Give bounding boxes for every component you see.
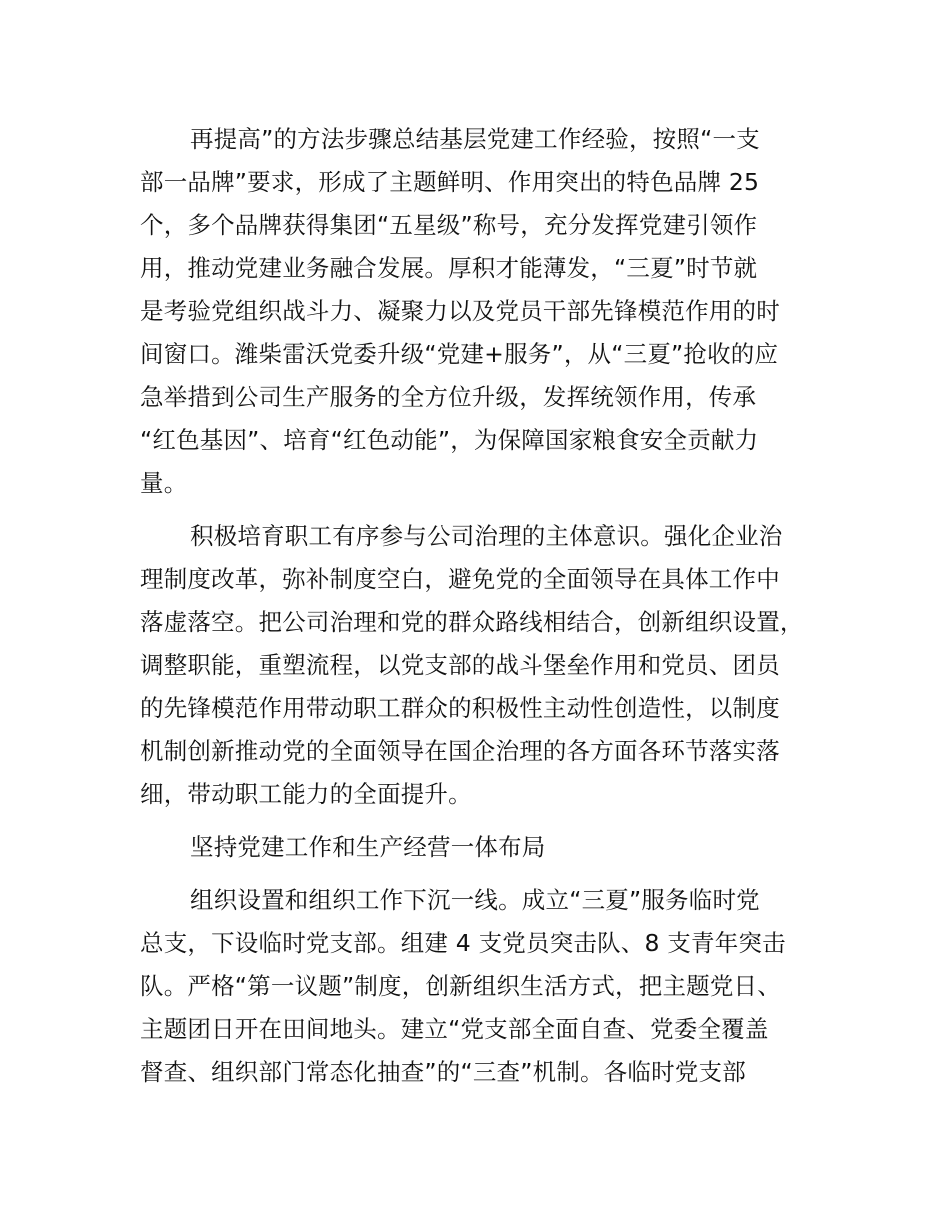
section-heading [140, 826, 820, 869]
document-body [140, 118, 820, 1094]
text-line: 机制创新推动党的全面领导在国企治理的各方面各环节落实落 [140, 737, 780, 765]
paragraph-3 [140, 879, 820, 1094]
text-line: 理制度改革，弥补制度空白，避免党的全面领导在具体工作中 [140, 565, 780, 593]
text-line: 是考验党组织战斗力、凝聚力以及党员干部先锋模范作用的时 [140, 297, 780, 325]
text-line: 量。 [140, 469, 188, 497]
text-line: 积极培育职工有序参与公司治理的主体意识。强化企业治 [190, 522, 783, 550]
text-line: 队。严格“第一议题”制度，创新组织生活方式，把主题党日、 [140, 972, 781, 1000]
text-line: 调整职能，重塑流程，以党支部的战斗堡垒作用和党员、团员 [140, 651, 780, 679]
text-line: 总支，下设临时党支部。组建 4 支党员突击队、8 支青年突击 [140, 929, 786, 957]
text-line: 的先锋模范作用带动职工群众的积极性主动性创造性，以制度 [140, 694, 780, 722]
paragraph-1 [140, 118, 820, 505]
text-line: 主题团日开在田间地头。建立“党支部全面自查、党委全覆盖 [140, 1015, 769, 1043]
text-line: 间窗口。潍柴雷沃党委升级“党建+服务”，从“三夏”抢收的应 [140, 340, 779, 368]
text-line: 用，推动党建业务融合发展。厚积才能薄发，“三夏”时节就 [140, 254, 758, 282]
text-line: 督查、组织部门常态化抽查”的“三查”机制。各临时党支部 [140, 1058, 746, 1086]
text-line: 落虚落空。把公司治理和党的群众路线相结合，创新组织设置， [140, 608, 804, 636]
text-line: “红色基因”、培育“红色动能”，为保障国家粮食安全贡献力 [140, 426, 759, 454]
paragraph-2 [140, 515, 820, 816]
text-line: 个，多个品牌获得集团“五星级”称号，充分发挥党建引领作 [140, 211, 758, 239]
text-line: 组织设置和组织工作下沉一线。成立“三夏”服务临时党 [190, 886, 760, 914]
text-line: 再提高”的方法步骤总结基层党建工作经验，按照“一支 [190, 125, 760, 153]
heading-text: 坚持党建工作和生产经营一体布局 [190, 833, 546, 861]
text-line: 部一品牌”要求，形成了主题鲜明、作用突出的特色品牌 25 [140, 168, 760, 196]
text-line: 急举措到公司生产服务的全方位升级，发挥统领作用，传承 [140, 383, 757, 411]
text-line: 细，带动职工能力的全面提升。 [140, 780, 472, 808]
